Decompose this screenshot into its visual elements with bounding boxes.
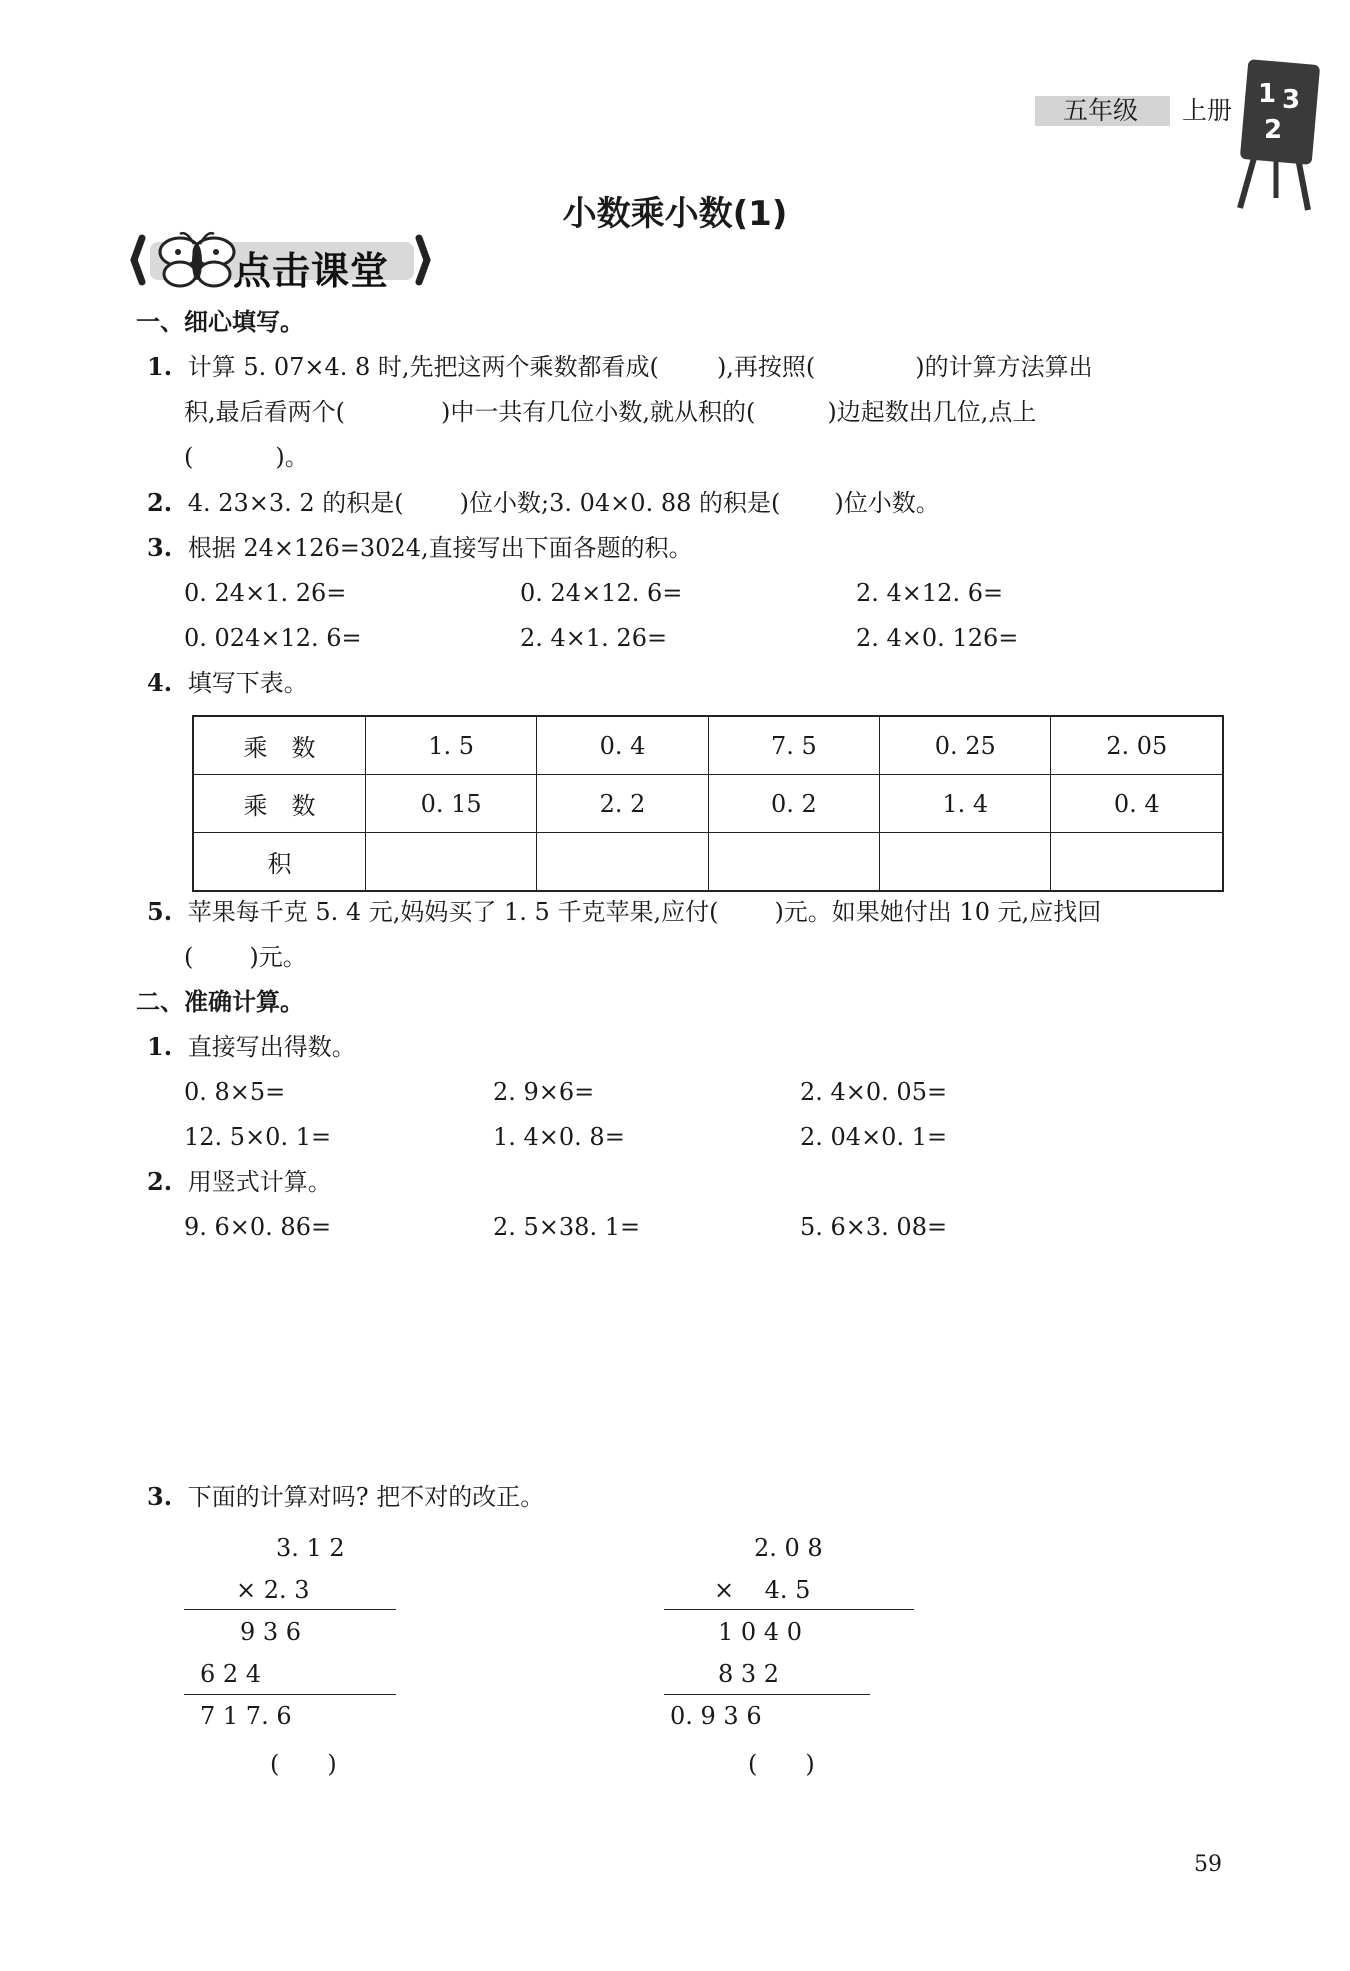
calc-item: 2. 04×0. 1= (800, 1123, 948, 1151)
calc-item: 0. 8×5= (184, 1078, 286, 1106)
volume-label: 上册 (1182, 96, 1233, 125)
answer-cell[interactable] (537, 833, 708, 892)
answer-cell[interactable] (365, 833, 536, 892)
calc-item: 12. 5×0. 1= (184, 1123, 332, 1151)
board-digit: 3 (1282, 85, 1301, 115)
board-digit: 1 (1258, 79, 1277, 109)
vertical-calc-item: 5. 6×3. 08= (800, 1213, 948, 1241)
section1-heading: 一、细心填写。 (136, 308, 304, 336)
row-label: 乘 数 (193, 716, 365, 775)
calc-item: 2. 4×0. 05= (800, 1078, 948, 1106)
question-1-5: 5. 苹果每千克 5. 4 元,妈妈买了 1. 5 千克苹果,应付( )元。如果她付出 10 元,应找回 (147, 897, 1102, 926)
answer-cell[interactable] (1051, 833, 1223, 892)
table-cell: 0. 4 (537, 716, 708, 775)
vertical-calc-item: 2. 5×38. 1= (493, 1213, 641, 1241)
table-cell: 1. 5 (365, 716, 536, 775)
table-cell: 1. 4 (880, 775, 1051, 833)
answer-paren[interactable]: ( ) (748, 1750, 815, 1778)
question-2-3: 3. 下面的计算对吗? 把不对的改正。 (147, 1482, 545, 1511)
question-1-1: 1. 计算 5. 07×4. 8 时,先把这两个乘数都看成( ),再按照( )的计算方法算出 (147, 352, 1093, 381)
page-title: 小数乘小数(1) (562, 194, 788, 234)
table-row (193, 833, 1223, 892)
row-label: 乘 数 (193, 775, 365, 833)
grade-label: 五年级 (1063, 96, 1139, 125)
question-1-4: 4. 填写下表。 (147, 668, 308, 697)
product-item: 2. 4×1. 26= (520, 624, 668, 652)
question-2-1: 1. 直接写出得数。 (147, 1032, 356, 1061)
calc2-line: 1 0 4 0 (718, 1618, 802, 1646)
calc-item: 2. 9×6= (493, 1078, 595, 1106)
calc2-line: 8 3 2 (718, 1660, 780, 1688)
calc2-line: × 4. 5 (714, 1576, 811, 1604)
page-number: 59 (1194, 1852, 1222, 1877)
calc-item: 1. 4×0. 8= (493, 1123, 625, 1151)
board-digit: 2 (1264, 115, 1283, 145)
answer-paren[interactable]: ( ) (270, 1750, 337, 1778)
table-cell: 0. 2 (708, 775, 879, 833)
question-1-5-line2: ( )元。 (184, 943, 307, 971)
calc2-line: 2. 0 8 (754, 1534, 823, 1562)
question-number: 1. (147, 352, 173, 381)
calc-rule (184, 1609, 396, 1610)
table-cell: 2. 05 (1051, 716, 1223, 775)
calc-rule (664, 1694, 870, 1695)
question-1-2: 2. 4. 23×3. 2 的积是( )位小数;3. 04×0. 88 的积是( )位小数。 (147, 488, 940, 517)
product-item: 0. 024×12. 6= (184, 624, 362, 652)
calc-rule (664, 1609, 914, 1610)
question-1-3: 3. 根据 24×126=3024,直接写出下面各题的积。 (147, 533, 693, 562)
question-1-1-line2: 积,最后看两个( )中一共有几位小数,就从积的( )边起数出几位,点上 (184, 398, 1037, 426)
table-cell: 7. 5 (708, 716, 879, 775)
row-label: 积 (193, 833, 365, 892)
calc2-line: 0. 9 3 6 (670, 1702, 762, 1730)
badge-title: 点击课堂 (233, 249, 390, 293)
table-cell: 2. 2 (537, 775, 708, 833)
product-item: 2. 4×12. 6= (856, 579, 1004, 607)
product-item: 2. 4×0. 126= (856, 624, 1019, 652)
product-item: 0. 24×12. 6= (520, 579, 683, 607)
answer-cell[interactable] (708, 833, 879, 892)
calc1-line: 6 2 4 (200, 1660, 262, 1688)
calc1-line: × 2. 3 (236, 1576, 310, 1604)
calc-rule (184, 1694, 396, 1695)
table-row (193, 775, 1223, 833)
butterfly-icon (160, 233, 234, 286)
calc1-line: 7 1 7. 6 (200, 1702, 292, 1730)
product-item: 0. 24×1. 26= (184, 579, 347, 607)
calc1-line: 3. 1 2 (276, 1534, 345, 1562)
fill-table (192, 715, 1224, 892)
table-row (193, 716, 1223, 775)
calc1-line: 9 3 6 (240, 1618, 302, 1646)
table-cell: 0. 15 (365, 775, 536, 833)
question-2-2: 2. 用竖式计算。 (147, 1167, 332, 1196)
section2-heading: 二、准确计算。 (136, 988, 304, 1016)
table-cell: 0. 4 (1051, 775, 1223, 833)
question-1-1-line3: ( )。 (184, 443, 309, 471)
answer-cell[interactable] (880, 833, 1051, 892)
vertical-calc-item: 9. 6×0. 86= (184, 1213, 332, 1241)
table-cell: 0. 25 (880, 716, 1051, 775)
